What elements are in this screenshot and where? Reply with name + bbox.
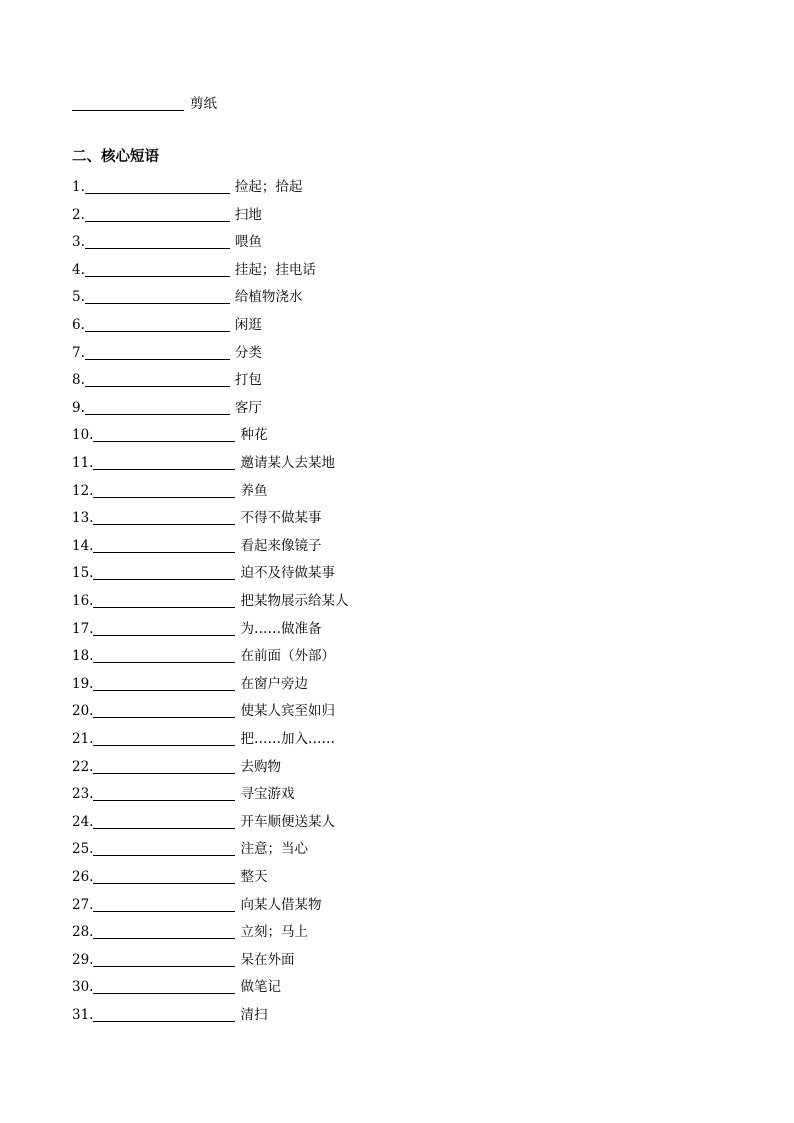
phrase-row <box>72 536 321 556</box>
answer-blank[interactable] <box>93 676 235 691</box>
phrase-row <box>72 784 294 804</box>
phrase-number: 30. <box>72 979 94 996</box>
phrase-meaning: 闲逛 <box>234 317 262 333</box>
answer-blank[interactable] <box>93 814 235 829</box>
phrase-meaning: 使某人宾至如归 <box>240 703 335 720</box>
phrase-meaning: 给植物浇水 <box>234 289 303 306</box>
phrase-row <box>72 343 262 363</box>
answer-blank[interactable] <box>85 234 230 249</box>
answer-blank[interactable] <box>93 1007 235 1022</box>
phrase-row <box>72 977 281 997</box>
phrase-meaning: 在前面（外部） <box>240 648 335 665</box>
phrase-meaning: 不得不做某事 <box>240 510 322 527</box>
phrase-number: 11. <box>72 455 94 471</box>
answer-blank[interactable] <box>93 731 235 746</box>
phrase-row <box>72 674 308 694</box>
answer-blank[interactable] <box>93 538 235 553</box>
phrase-number: 3. <box>72 234 85 251</box>
phrase-number: 19. <box>72 675 94 692</box>
phrase-row <box>72 315 262 335</box>
answer-blank[interactable] <box>93 952 235 967</box>
phrase-row <box>72 701 335 721</box>
phrase-row <box>72 398 262 418</box>
answer-blank[interactable] <box>93 979 235 994</box>
phrase-meaning: 分类 <box>234 344 262 361</box>
answer-blank[interactable] <box>93 897 235 912</box>
phrase-number: 9. <box>72 399 85 416</box>
answer-blank[interactable] <box>93 703 235 718</box>
phrase-number: 25. <box>72 841 94 858</box>
top-item <box>72 94 217 114</box>
phrase-meaning: 清扫 <box>240 1007 268 1023</box>
answer-blank[interactable] <box>93 759 235 774</box>
phrase-meaning: 迫不及待做某事 <box>240 565 335 582</box>
phrase-number: 2. <box>72 206 85 223</box>
answer-blank[interactable] <box>85 317 230 332</box>
phrase-meaning: 做笔记 <box>240 979 281 996</box>
section-title: 二、核心短语 <box>72 148 159 165</box>
answer-blank[interactable] <box>93 924 235 939</box>
phrase-number: 20. <box>72 703 94 720</box>
phrase-number: 8. <box>72 372 85 389</box>
answer-blank[interactable] <box>93 510 235 525</box>
phrase-number: 29. <box>72 951 94 968</box>
answer-blank[interactable] <box>93 841 235 856</box>
phrase-meaning: 向某人借某物 <box>240 896 322 913</box>
answer-blank[interactable] <box>85 289 230 304</box>
phrase-row <box>72 563 335 583</box>
answer-blank[interactable] <box>93 869 235 884</box>
phrase-meaning: 为……做准备 <box>240 620 322 637</box>
phrase-meaning: 喂鱼 <box>234 234 262 251</box>
phrase-meaning: 把……加入…… <box>240 731 335 747</box>
phrase-row <box>72 425 267 445</box>
phrase-row <box>72 646 335 666</box>
answer-blank[interactable] <box>93 648 235 663</box>
phrase-number: 31. <box>72 1007 94 1023</box>
phrase-meaning: 把某物展示给某人 <box>240 593 349 609</box>
phrase-row <box>72 812 335 832</box>
phrase-number: 28. <box>72 924 94 941</box>
phrase-row <box>72 757 281 777</box>
phrase-meaning: 扫地 <box>234 206 262 223</box>
phrase-row <box>72 232 262 252</box>
phrase-meaning: 邀请某人去某地 <box>240 455 335 471</box>
answer-blank[interactable] <box>93 565 235 580</box>
phrase-row <box>72 839 308 859</box>
phrase-number: 12. <box>72 482 94 499</box>
phrase-number: 24. <box>72 813 94 830</box>
phrase-number: 23. <box>72 786 94 803</box>
answer-blank[interactable] <box>93 593 235 608</box>
phrase-meaning: 寻宝游戏 <box>240 786 295 803</box>
phrase-row <box>72 260 316 280</box>
phrase-meaning: 立刻；马上 <box>240 924 308 941</box>
answer-blank[interactable] <box>93 786 235 801</box>
phrase-meaning: 打包 <box>234 372 262 389</box>
answer-blank[interactable] <box>85 400 230 415</box>
phrase-number: 17. <box>72 620 94 637</box>
phrase-row <box>72 205 262 225</box>
phrase-row <box>72 287 302 307</box>
phrase-meaning: 捡起；拾起 <box>234 179 303 195</box>
answer-blank[interactable] <box>93 427 235 442</box>
phrase-row <box>72 481 267 501</box>
phrase-meaning: 种花 <box>240 427 268 444</box>
answer-blank[interactable] <box>85 345 230 360</box>
answer-blank[interactable] <box>85 262 230 277</box>
phrase-number: 1. <box>72 179 85 195</box>
phrase-number: 22. <box>72 758 94 775</box>
phrase-number: 27. <box>72 896 94 913</box>
answer-blank[interactable] <box>85 179 230 194</box>
answer-blank[interactable] <box>85 207 230 222</box>
phrase-row <box>72 729 335 749</box>
item-meaning: 剪纸 <box>190 96 217 112</box>
phrase-number: 4. <box>72 261 85 278</box>
phrase-number: 5. <box>72 289 85 306</box>
phrase-number: 16. <box>72 593 94 609</box>
phrase-number: 21. <box>72 731 94 747</box>
answer-blank[interactable] <box>85 372 230 387</box>
phrase-number: 14. <box>72 537 94 554</box>
answer-blank[interactable] <box>93 483 235 498</box>
phrase-meaning: 整天 <box>240 869 268 885</box>
phrase-meaning: 在窗户旁边 <box>240 675 308 692</box>
phrase-row <box>72 508 321 528</box>
phrase-meaning: 注意；当心 <box>240 841 308 858</box>
phrase-row <box>72 950 294 970</box>
phrase-number: 6. <box>72 317 85 333</box>
phrase-number: 7. <box>72 344 85 361</box>
phrase-meaning: 客厅 <box>234 399 262 416</box>
phrase-number: 15. <box>72 565 94 582</box>
phrase-row <box>72 1005 267 1025</box>
answer-blank[interactable] <box>93 621 235 636</box>
phrase-row <box>72 453 335 473</box>
phrase-row <box>72 867 267 887</box>
phrase-meaning: 去购物 <box>240 758 281 775</box>
answer-blank[interactable] <box>72 96 184 111</box>
phrase-number: 10. <box>72 427 94 444</box>
phrase-row <box>72 591 348 611</box>
phrase-number: 26. <box>72 869 94 885</box>
phrase-number: 13. <box>72 510 94 527</box>
phrase-row <box>72 370 262 390</box>
phrase-row <box>72 895 321 915</box>
phrase-row <box>72 922 308 942</box>
phrase-row <box>72 619 321 639</box>
phrase-meaning: 呆在外面 <box>240 951 295 968</box>
phrase-meaning: 挂起；挂电话 <box>234 261 316 278</box>
phrase-meaning: 开车顺便送某人 <box>240 813 335 830</box>
answer-blank[interactable] <box>93 455 235 470</box>
phrase-meaning: 养鱼 <box>240 482 268 499</box>
phrase-number: 18. <box>72 648 94 665</box>
phrase-row <box>72 177 302 197</box>
phrase-meaning: 看起来像镜子 <box>240 537 322 554</box>
